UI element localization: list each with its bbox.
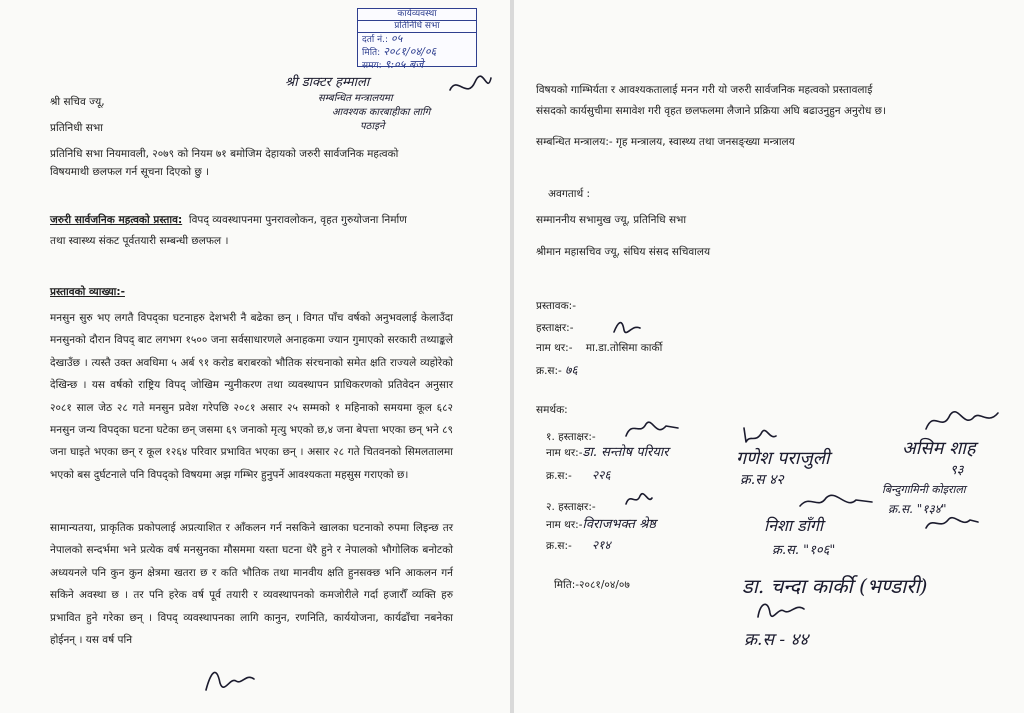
stamp-darta-value: ०५	[390, 32, 403, 45]
s1-serial-value: २२६	[591, 468, 611, 482]
ministry-line: सम्बन्धित मन्त्रालय:- गृह मन्त्रालय, स्वास्थ्य तथा जनसङ्ख्या मन्त्रालय	[536, 136, 795, 148]
stamp-darta-label: दर्ता नं.:	[362, 35, 388, 45]
hw-ashim-no: ९३	[950, 463, 964, 478]
left-page	[0, 0, 510, 713]
s1-serial-label: क्र.स:-	[546, 470, 572, 482]
supporters-heading: समर्थक:	[536, 404, 568, 416]
addressee-line-2: प्रतिनिधी सभा	[50, 122, 103, 134]
proposal-text-1: विपद् व्यवस्थापनमा पुनरावलोकन, वृहत गुरुयोजना निर्माण	[188, 214, 407, 226]
s1-name-label: नाम थर:-	[546, 447, 583, 459]
hw-ashim: असिम शाह	[902, 438, 976, 459]
proposal-line-1	[50, 213, 407, 227]
cc-line-2: श्रीमान महासचिव ज्यू, संघिय संसद सचिवालय	[536, 246, 711, 258]
hw-nisha: निशा डाँगी	[764, 516, 823, 535]
proposer-serial-value: ७६	[565, 363, 578, 377]
proposer-name-label: नाम थर:-	[536, 342, 573, 354]
stamp-title: कार्यव्यवस्था	[358, 9, 476, 21]
chanda-signature	[752, 595, 808, 625]
s1-name-value: डा. सन्तोष परियार	[582, 445, 669, 460]
ganesh-signature	[740, 422, 780, 448]
s2-sign-label: २. हस्ताक्षर:-	[546, 501, 596, 513]
date-label: मिति:-	[554, 579, 580, 591]
date-row	[554, 578, 630, 592]
s2-serial-row	[546, 538, 611, 553]
hw-ganesh-no: क्र.स ४२	[740, 472, 784, 488]
paragraph-2: सामान्यतया, प्राकृतिक प्रकोपलाई अप्रत्याशित र आँकलन गर्न नसकिने खालका घटनाको रुपमा लिइन्छ तर नेपालको सन्दर्भमा भने प्रत्येक वर्ष मनसुनका मौसममा यस्ता घटना धेरै हुने र नेपालको भौगोलिक बनोटको अध्ययनले पनि कुन कुन क्षेत्रमा खतरा छ र कति भौतिक तथा मानवीय क्षति हुनसक्छ भनि आकलन गर्न सकिने अवस्था छ । तर पनि हरेक वर्ष पूर्व तयारी र व्यवस्थापनको कमजोरीले गर्दा हजारौँ व्यक्ति हरु प्रभावित हुने गरेका छन् । विपद् व्यवस्थापनका लागि कानुन, रणनिति, कार्ययोजना, कार्यढाँचा नबनेका होईनन् । यस वर्ष पनि	[50, 522, 453, 647]
proposer-label: प्रस्तावक:-	[536, 300, 576, 312]
stamp-samaya-label: समय:	[362, 61, 382, 71]
margin-note-1: श्री डाक्टर हम्माला	[285, 75, 370, 90]
request-line-2: संसदको कार्यसुचीमा समावेश गरी वृहत छलफलमा लैजाने प्रक्रिया अघि बढाउनुहुन अनुरोध छ।	[536, 105, 886, 117]
s2-signature	[622, 488, 656, 510]
addressee-line-1: श्री सचिव ज्यू,	[50, 96, 105, 108]
cc-heading: अवगतार्थ :	[548, 188, 591, 200]
stamp-miti-value: २०८१/०४/०६	[383, 45, 437, 58]
hw-chanda: डा. चन्दा कार्की (भण्डारी)	[742, 574, 928, 598]
proposer-serial-row	[536, 363, 578, 378]
proposal-heading: जरुरी सार्वजनिक महत्वको प्रस्ताव:	[50, 214, 183, 226]
registration-stamp	[357, 8, 477, 71]
hw-nisha-no: क्र.स. "१०६"	[772, 543, 836, 558]
page-initial-signature	[200, 655, 260, 700]
date-value: २०८१/०४/०७	[579, 579, 630, 591]
proposer-name-row	[536, 341, 662, 355]
cc-line-1: सम्माननीय सभामुख ज्यू, प्रतिनिधि सभा	[536, 214, 687, 226]
s2-name-row	[546, 518, 656, 532]
hw-chanda-no: क्र.स - ४४	[744, 630, 809, 650]
hw-bindu-no: क्र.स. "१३४"	[888, 502, 947, 516]
s2-serial-label: क्र.स:-	[546, 540, 572, 552]
stamp-samaya-value: ९:०५ बजे	[384, 58, 424, 71]
s1-serial-row	[546, 468, 611, 483]
proposer-name-value: मा.डा.तोसिमा कार्की	[585, 342, 663, 354]
paragraph-1: मनसुन सुरु भए लगतै विपद्का घटनाहरु देशभरी नै बढेका छन् । विगत पाँच वर्षको अनुभवलाई केलाउँदा मनसुनको दौरान विपद् बाट लगभग १५०० जना सर्वसाधारणले अनाहकमा ज्यान गुमाएको सरकारी तथ्याङ्कले देखाउँछ । त्यस्तै उक्त अवधिमा ५ अर्ब ९१ करोड बराबरको भौतिक संरचनाको समेत क्षति राज्यले व्यहोरेको देखिन्छ । यस वर्षको राष्ट्रिय विपद् जोखिम न्युनीकरण तथा व्यवस्थापन प्राधिकरणको प्रतिवेदन अनुसार २०८१ साल जेठ २८ गते मनसुन प्रवेश गरेपछि २०८१ असार २५ सम्मको १ महिनाको समयमा कूल ६८२ मनसुन जन्य विपद्का घटना घटेका छन् जसमा ६९ जनाको मृत्यु भएको छ,४ जना बेपत्ता भएका छन् भने ८९ जना घाइते भएका छन् र कूल १२६४ परिवार प्रभावित भएका छन् । असार २८ गते चितवनको सिमलतालमा भएको बस दुर्घटनाले पनि विपद्को विषयमा अझ गम्भिर हुनुपर्ने आवश्यकता महसुस गराएको छ।	[50, 312, 453, 481]
s2-name-value: विराजभक्त श्रेष्ठ	[582, 517, 656, 532]
hw-ganesh: गणेश पराजुली	[736, 448, 830, 469]
s2-serial-value: २१४	[591, 538, 611, 552]
proposer-signature-label: हस्ताक्षर:-	[536, 322, 574, 334]
s1-sign-label: १. हस्ताक्षर:-	[546, 431, 596, 443]
proposer-signature	[610, 314, 646, 340]
request-line-1: विषयको गाम्भिर्यता र आवश्यकतालाई मनन गरी यो जरुरी सार्वजनिक महत्वको प्रस्तावलाई	[536, 84, 873, 96]
margin-note-signature	[445, 70, 495, 110]
margin-note-2: सम्बन्धित मन्त्रालयमा	[318, 93, 393, 104]
intro-line-1: प्रतिनिधि सभा नियमावली, २०७९ को नियम ७१ बमोजिम देहायको जरुरी सार्वजनिक महत्वको	[50, 148, 399, 160]
stamp-miti-label: मिति:	[362, 48, 381, 58]
ashim-signature	[922, 405, 1002, 435]
intro-line-2: विषयमाथी छलफल गर्न सूचना दिएको छु ।	[50, 166, 210, 178]
proposer-serial-label: क्र.स:-	[536, 365, 562, 377]
proposal-text-2: तथा स्वास्थ्य संकट पूर्वतयारी सम्बन्धी छलफल ।	[50, 235, 229, 247]
s1-name-row	[546, 446, 669, 460]
stamp-subtitle: प्रतिनिधि सभा	[358, 21, 476, 33]
s2-name-label: नाम थर:-	[546, 519, 583, 531]
hw-bindu: बिन्दुगामिनी कोइराला	[882, 483, 966, 496]
right-page	[514, 0, 1024, 713]
margin-note-4: पठाइने	[360, 121, 385, 132]
margin-note-3: आवश्यक कारबाहीका लागि	[332, 107, 431, 118]
bindu-signature	[922, 510, 982, 534]
s1-signature	[622, 416, 682, 442]
explanation-heading: प्रस्तावको व्याख्या:-	[50, 286, 125, 298]
